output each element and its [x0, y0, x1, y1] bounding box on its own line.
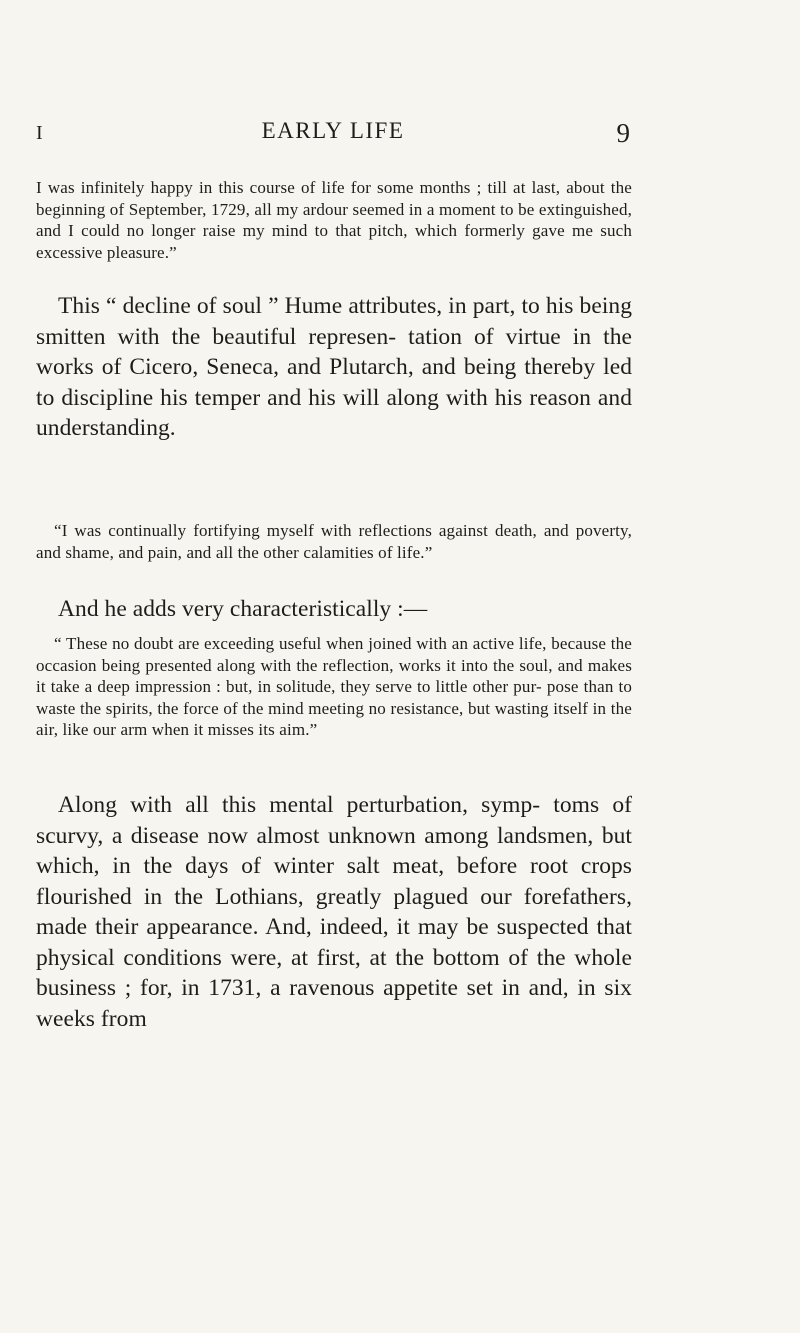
quote-two: “I was continually fortifying myself with reflections against death, and poverty, and shame, and pain, and all the other calamities of life.”: [36, 521, 632, 562]
running-head: [36, 118, 630, 148]
paragraph-one: This “ decline of soul ” Hume attributes, in part, to his being smitten with the beautiful represen- tation of virtue in the works of Cicero, Seneca, and Plutarch, and being thereby led to discipline his temper and his will along with his reason and understanding.: [36, 293, 632, 441]
quote-one: I was infinitely happy in this course of life for some months ; till at last, about the beginning of September, 1729, all my ardour seemed in a moment to be extinguished, and I could no longer raise my mind to that pitch, which formerly gave me such excessive pleasure.”: [36, 178, 632, 262]
page-number: 9: [616, 118, 630, 148]
running-title: EARLY LIFE: [261, 118, 405, 143]
paragraph-two: And he adds very characteristically :—: [58, 596, 428, 622]
paragraph-three: Along with all this mental perturbation, symp- toms of scurvy, a disease now almost unknown among landsmen, but which, in the days of winter salt meat, before root crops flourished in the Lothians, greatly plagued our forefathers, made their appearance. And, indeed, it may be suspected that physical conditions were, at first, at the bottom of the whole business ; for, in 1731, a ravenous appetite set in and, in six weeks from: [36, 792, 632, 1032]
chapter-number: I: [36, 122, 43, 144]
quote-three: “ These no doubt are exceeding useful when joined with an active life, because the occasion being presented along with the reflection, works it into the soul, and makes it take a deep impression : but, in solitude, they serve to little other pur- pose than to waste the spirits, the force of the mind meeting no resistance, but wasting itself in the air, like our arm when it misses its aim.”: [36, 634, 632, 739]
